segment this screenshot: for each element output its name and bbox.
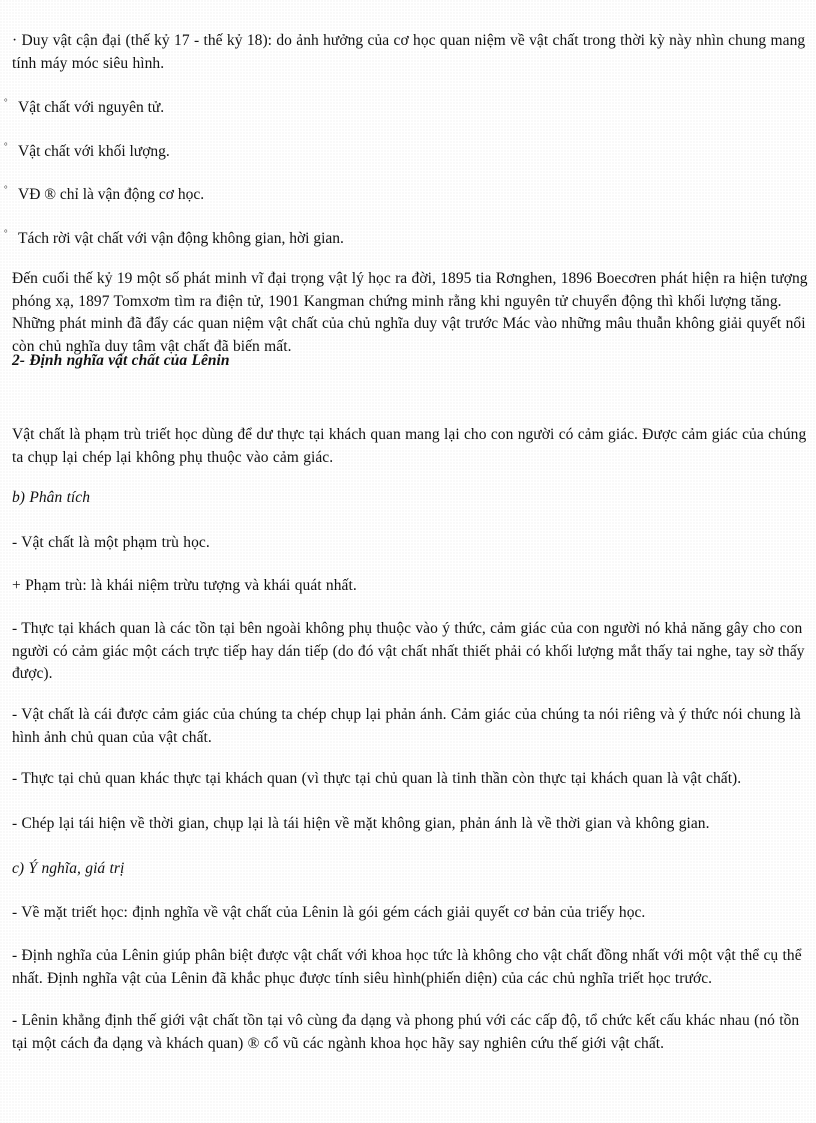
meaning-item: - Lênin khẳng định thế giới vật chất tồn tại vô cùng đa dạng và phong phú với các cấp độ, tổ chức kết cấu khác nhau (nó tồn tại một cách đa dạng và khách quan) ® cổ vũ các ngành khoa học hãy say nghiên cứu thế giới vật chất. bbox=[12, 1012, 800, 1052]
bullet-item: VĐ ® chỉ là vận động cơ học. bbox=[18, 186, 205, 203]
subsection-heading-analysis: b) Phân tích bbox=[12, 489, 91, 506]
bullet-marker: ° bbox=[4, 141, 8, 151]
analysis-item: - Vật chất là một phạm trù học. bbox=[12, 534, 210, 551]
definition-paragraph: Vật chất là phạm trù triết học dùng để dư thực tại khách quan mang lại cho con người có cảm giác. Được cảm giác của chúng ta chụp lại chép lại không phụ thuộc vào cảm giác. bbox=[12, 426, 807, 466]
bullet-item: Tách rời vật chất với vận động không gian, hời gian. bbox=[18, 230, 344, 247]
analysis-item: - Vật chất là cái được cảm giác của chúng ta chép chụp lại phản ánh. Cảm giác của chúng ta nói riêng và ý thức nói chung là hình ảnh chủ quan của vật chất. bbox=[12, 706, 801, 746]
meaning-item: - Về mặt triết học: định nghĩa về vật chất của Lênin là gói gém cách giải quyết cơ bản của triếy học. bbox=[12, 904, 646, 921]
analysis-item: - Chép lại tái hiện về thời gian, chụp lại là tái hiện về mặt không gian, phản ánh là về thời gian và không gian. bbox=[12, 815, 710, 832]
discoveries-paragraph: Đến cuối thế kỷ 19 một số phát minh vĩ đại trọng vật lý học ra đời, 1895 tia Rơnghen, 1896 Boecơren phát hiện ra hiện tượng phóng xạ, 1897 Tomxơm tìm ra điện tử, 1901 Kangman chứng minh rằng khi nguyên tử chuyển động thì khối lượng tăng. Những phát minh đã đẩy các quan niệm vật chất của chủ nghĩa duy vật trước Mác vào những mâu thuẫn không giải quyết nổi còn chủ nghĩa duy tâm vật chất đã biến mất. bbox=[12, 270, 808, 355]
bullet-marker: ° bbox=[4, 184, 8, 194]
analysis-item: + Phạm trù: là khái niệm trừu tượng và khái quát nhất. bbox=[12, 577, 357, 594]
analysis-item: - Thực tại chủ quan khác thực tại khách quan (vì thực tại chủ quan là tinh thần còn thực tại khách quan là vật chất). bbox=[12, 770, 742, 787]
analysis-item: - Thực tại khách quan là các tồn tại bên ngoài không phụ thuộc vào ý thức, cảm giác của con người nó khả năng gây cho con người có cảm giác một cách trực tiếp hay dán tiếp (do đó vật chất nhất thiết phải có khối lượng mắt thấy tai nghe, tay sờ thấy được). bbox=[12, 620, 805, 682]
subsection-heading-meaning: c) Ý nghĩa, giá trị bbox=[12, 860, 125, 877]
section-heading: 2- Định nghĩa vật chất của Lênin bbox=[12, 352, 230, 369]
bullet-marker: ° bbox=[4, 228, 8, 238]
bullet-marker: ° bbox=[4, 97, 8, 107]
intro-paragraph: · Duy vật cận đại (thế kỷ 17 - thế kỷ 18): do ảnh hưởng của cơ học quan niệm về vật chất trong thời kỳ này nhìn chung mang tính máy móc siêu hình. bbox=[12, 32, 806, 72]
meaning-item: - Định nghĩa của Lênin giúp phân biệt được vật chất với khoa học tức là không cho vật chất đồng nhất với một vật thể cụ thể nhất. Định nghĩa vật của Lênin đã khắc phục được tính siêu hình(phiến diện) của các chủ nghĩa triết học trước. bbox=[12, 947, 802, 987]
bullet-item: Vật chất với nguyên tử. bbox=[18, 99, 165, 116]
bullet-item: Vật chất với khối lượng. bbox=[18, 143, 170, 160]
